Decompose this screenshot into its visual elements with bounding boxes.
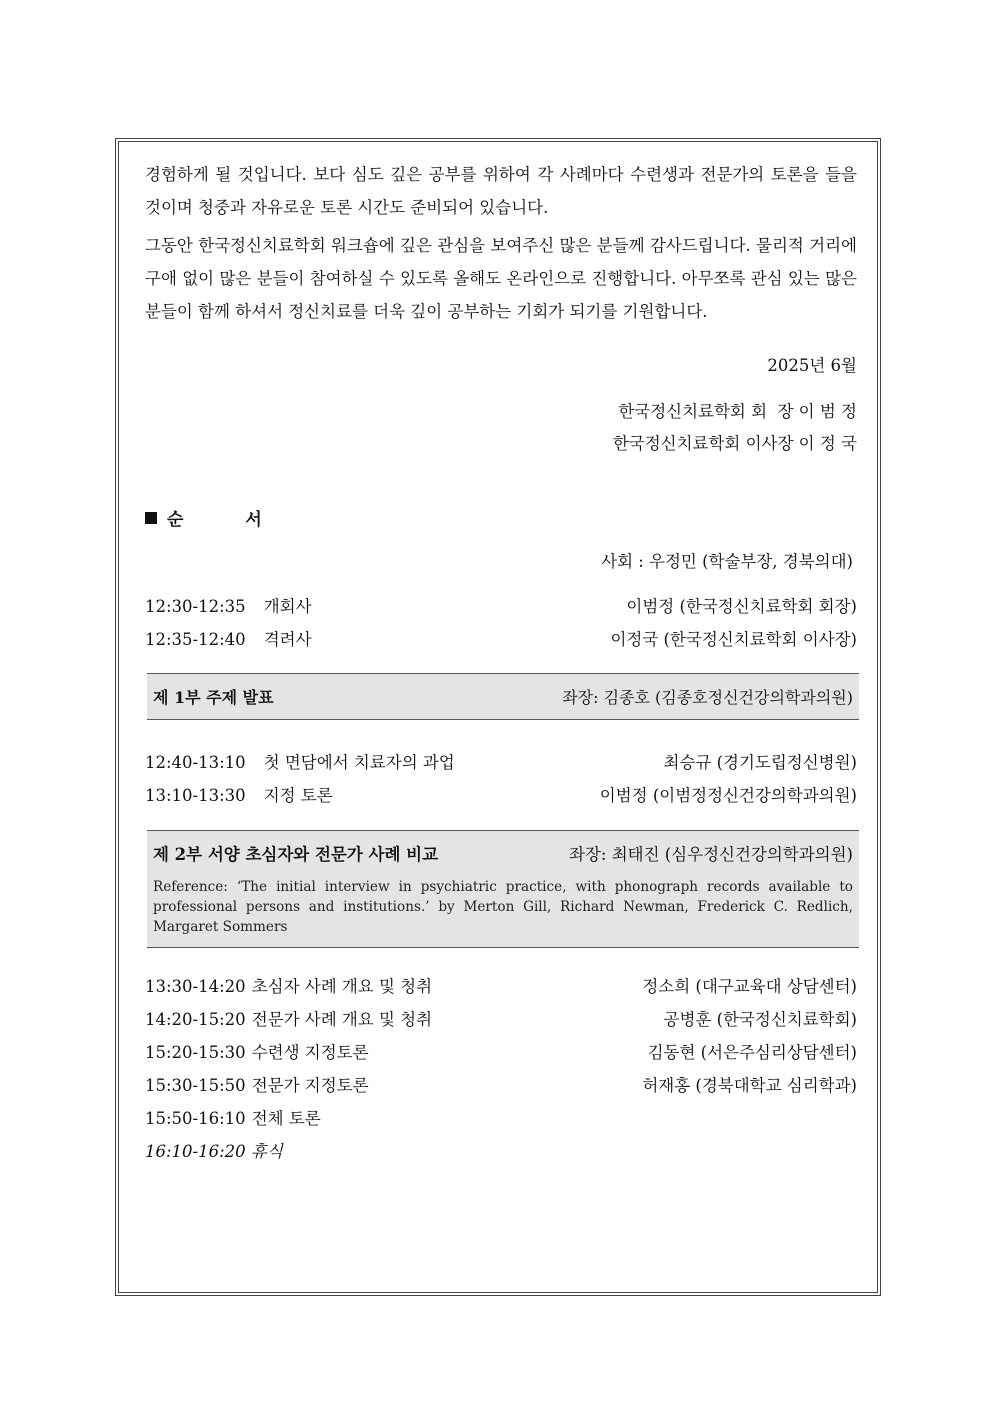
schedule-time: 13:10-13:30 (145, 786, 246, 805)
program-heading (145, 505, 857, 530)
schedule-title: 전체 토론 (251, 1109, 321, 1128)
schedule-row (145, 623, 857, 656)
schedule-title: 첫 면담에서 치료자의 과업 (263, 753, 455, 772)
signatory-president: 한국정신치료학회 회 장 이 범 정 (618, 402, 857, 421)
square-bullet-icon (145, 512, 157, 524)
schedule-speaker: 정소희 (대구교육대 상담센터) (642, 977, 857, 996)
schedule-time: 12:35-12:40 (145, 630, 246, 649)
schedule-speaker: 허재홍 (경북대학교 심리학과) (642, 1076, 857, 1095)
schedule-row (145, 1102, 857, 1135)
schedule-time: 15:50-16:10 (145, 1109, 246, 1128)
letter-date: 2025년 6월 (767, 356, 857, 375)
session-2-reference: Reference: ‘The initial interview in psychiatric practice, with phonograph records available to professional persons and institutions.’ by Merton Gill, Richard Newman, Frederick C. Redlich, Margaret Sommers (153, 879, 853, 935)
schedule-title: 지정 토론 (263, 786, 333, 805)
schedule-title: 개회사 (263, 597, 312, 616)
schedule-speaker: 김동현 (서은주심리상담센터) (647, 1043, 857, 1062)
schedule-speaker: 최승규 (경기도립정신병원) (663, 753, 857, 772)
break-text: 16:10-16:20 휴식 (145, 1142, 283, 1161)
master-of-ceremonies: 사회 : 우정민 (학술부장, 경북의대) (601, 552, 853, 571)
session-2-schedule (145, 970, 857, 1168)
schedule-row (145, 970, 857, 1003)
schedule-speaker: 이범정 (한국정신치료학회 회장) (626, 597, 857, 616)
session-1-header (147, 673, 859, 720)
schedule-time: 15:30-15:50 (145, 1076, 246, 1095)
schedule-row (145, 1069, 857, 1102)
schedule-title: 격려사 (263, 630, 312, 649)
signatory-chairman: 한국정신치료학회 이사장 이 정 국 (612, 434, 857, 453)
schedule-time: 12:30-12:35 (145, 597, 246, 616)
intro-paragraph-2: 그동안 한국정신치료학회 워크숍에 깊은 관심을 보여주신 많은 분들께 감사드립니다. 물리적 거리에 구애 없이 많은 분들이 참여하실 수 있도록 올해도 온라인으로 진행합니다. 아무쪼록 관심 있는 많은 분들이 함께 하셔서 정신치료를 더욱 깊이 공부하는 기회가 되기를 기원합니다. (145, 236, 857, 321)
break-row (145, 1135, 857, 1168)
page-frame (118, 141, 878, 1293)
schedule-time: 13:30-14:20 (145, 977, 246, 996)
schedule-title: 수련생 지정토론 (251, 1043, 369, 1062)
schedule-row (145, 590, 857, 623)
schedule-row (145, 1003, 857, 1036)
signature-block (145, 396, 857, 460)
schedule-speaker: 이범정 (이범정정신건강의학과의원) (599, 786, 857, 805)
schedule-row (145, 1036, 857, 1069)
session-1-schedule (145, 746, 857, 812)
session-1-title: 제 1부 주제 발표 (153, 688, 274, 707)
schedule-title: 초심자 사례 개요 및 청취 (251, 977, 433, 996)
content (145, 158, 857, 1168)
session-2-header (147, 830, 859, 948)
session-1-chair: 좌장: 김종호 (김종호정신건강의학과의원) (562, 688, 853, 707)
session-2-chair: 좌장: 최태진 (심우정신건강의학과의원) (569, 845, 853, 864)
schedule-title: 전문가 지정토론 (251, 1076, 369, 1095)
schedule-row (145, 746, 857, 779)
session-2-title: 제 2부 서양 초심자와 전문가 사례 비교 (153, 845, 439, 864)
schedule-speaker: 이정국 (한국정신치료학회 이사장) (610, 630, 857, 649)
schedule-row (145, 779, 857, 812)
schedule-time: 12:40-13:10 (145, 753, 246, 772)
intro-paragraph-1: 경험하게 될 것입니다. 보다 심도 깊은 공부를 위하여 각 사례마다 수련생과 전문가의 토론을 들을 것이며 청중과 자유로운 토론 시간도 준비되어 있습니다. (145, 165, 857, 217)
program-heading-text: 순 서 (167, 510, 290, 530)
schedule-title: 전문가 사례 개요 및 청취 (251, 1010, 433, 1029)
opening-schedule (145, 590, 857, 656)
schedule-time: 15:20-15:30 (145, 1043, 246, 1062)
schedule-speaker: 공병훈 (한국정신치료학회) (663, 1010, 857, 1029)
schedule-time: 14:20-15:20 (145, 1010, 246, 1029)
